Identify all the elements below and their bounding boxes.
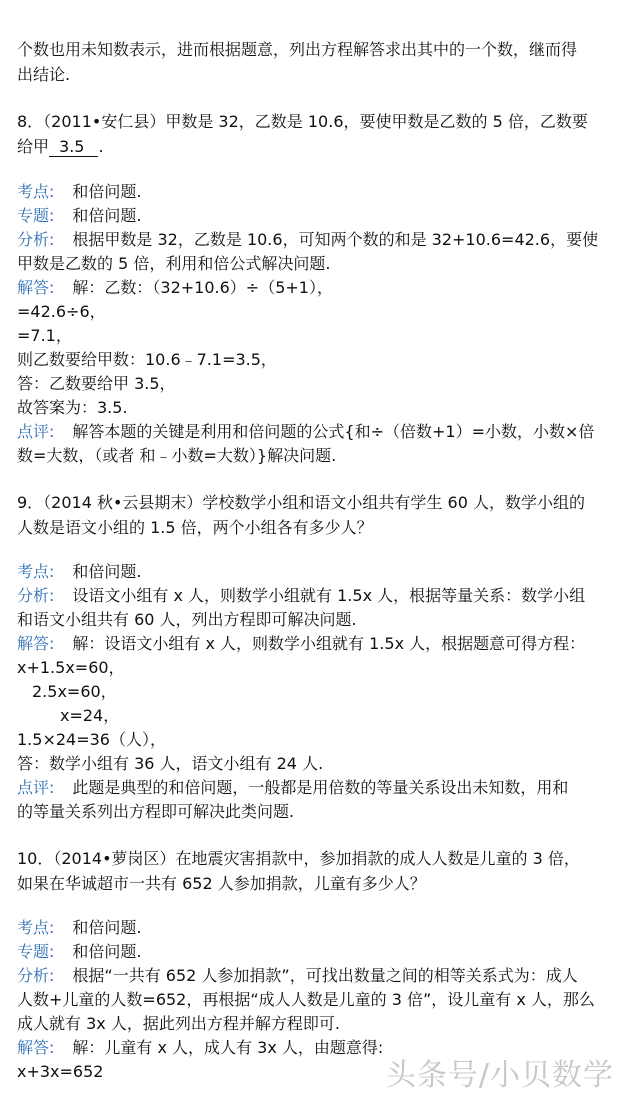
fenxi-tag: 分析: <box>17 230 55 249</box>
jieda-line: 解答: 解：儿童有 x 人，成人有 3x 人，由题意得: <box>17 1038 384 1057</box>
text-line: 甲数是乙数的 5 倍，利用和倍公式解决问题. <box>17 254 331 273</box>
question-8-line-2: 给甲 3.5 . <box>17 137 104 156</box>
zhuanti-tag: 专题: <box>17 206 55 225</box>
text-line: 数=大数，（或者 和﹣小数=大数）}解决问题. <box>17 446 337 465</box>
jieda-tag: 解答: <box>17 634 55 653</box>
text-line: 故答案为：3.5. <box>17 398 128 417</box>
text-line: x+1.5x=60， <box>17 658 125 677</box>
kaodian-tag: 考点: <box>17 182 55 201</box>
dianping-tag: 点评: <box>17 778 55 797</box>
fenxi-tag: 分析: <box>17 586 55 605</box>
zhuanti-line: 专题: 和倍问题. <box>17 942 142 961</box>
fenxi-line: 分析: 根据“一共有 652 人参加捐款”，可找出数量之间的相等关系式为：成人 <box>17 966 578 985</box>
jieda-line: 解答: 解：乙数：（32+10.6）÷（5+1）， <box>17 278 333 297</box>
text-line: =42.6÷6， <box>17 302 106 321</box>
fenxi-tag: 分析: <box>17 966 55 985</box>
kaodian-tag: 考点: <box>17 562 55 581</box>
question-10-line-2: 如果在华诚超市一共有 652 人参加捐款，儿童有多少人？ <box>17 874 426 893</box>
text-line: 人数+儿童的人数=652，再根据“成人人数是儿童的 3 倍”，设儿童有 x 人，那么 <box>17 990 595 1009</box>
question-9-line-2: 人数是语文小组的 1.5 倍，两个小组各有多少人？ <box>17 518 373 537</box>
text-line: 的等量关系列出方程即可解决此类问题. <box>17 802 295 821</box>
kaodian-tag: 考点: <box>17 918 55 937</box>
text-line: 答：乙数要给甲 3.5， <box>17 374 176 393</box>
text-line: x=24， <box>60 706 120 725</box>
kaodian-line: 考点: 和倍问题. <box>17 918 142 937</box>
jieda-tag: 解答: <box>17 1038 55 1057</box>
text-line: 2.5x=60， <box>32 682 117 701</box>
watermark: 头条号/小贝数学 <box>385 1058 614 1093</box>
text-line: 出结论. <box>17 65 71 84</box>
dianping-line: 点评: 解答本题的关键是利用和倍问题的公式{和÷（倍数+1）=小数，小数×倍 <box>17 422 595 441</box>
dianping-line: 点评: 此题是典型的和倍问题，一般都是用倍数的等量关系设出未知数，用和 <box>17 778 569 797</box>
text-line: 1.5×24=36（人）， <box>17 730 166 749</box>
text-line: 个数也用未知数表示，进而根据题意，列出方程解答求出其中的一个数，继而得 <box>17 40 578 59</box>
text-line: =7.1， <box>17 326 72 345</box>
question-8-line-1: 8．（2011•安仁县）甲数是 32，乙数是 10.6，要使甲数是乙数的 5 倍，乙数要 <box>17 112 588 131</box>
dianping-tag: 点评: <box>17 422 55 441</box>
text-line: 则乙数要给甲数：10.6﹣7.1=3.5， <box>17 350 277 369</box>
text-line: 答：数学小组有 36 人，语文小组有 24 人. <box>17 754 324 773</box>
jieda-tag: 解答: <box>17 278 55 297</box>
fenxi-line: 分析: 根据甲数是 32，乙数是 10.6，可知两个数的和是 32+10.6=42.6，要使 <box>17 230 599 249</box>
kaodian-line: 考点: 和倍问题. <box>17 182 142 201</box>
question-10-line-1: 10．（2014•萝岗区）在地震灾害捐款中，参加捐款的成人人数是儿童的 3 倍， <box>17 849 580 868</box>
jieda-line: 解答: 解：设语文小组有 x 人，则数学小组就有 1.5x 人，根据题意可得方程： <box>17 634 586 653</box>
zhuanti-tag: 专题: <box>17 942 55 961</box>
text-line: x+3x=652 <box>17 1062 104 1081</box>
fenxi-line: 分析: 设语文小组有 x 人，则数学小组就有 1.5x 人，根据等量关系：数学小组 <box>17 586 586 605</box>
text-line: 和语文小组共有 60 人，列出方程即可解决问题. <box>17 610 357 629</box>
text-line: 成人就有 3x 人，据此列出方程并解方程即可. <box>17 1014 340 1033</box>
question-9-line-1: 9．（2014 秋•云县期末）学校数学小组和语文小组共有学生 60 人，数学小组的 <box>17 493 585 512</box>
zhuanti-line: 专题: 和倍问题. <box>17 206 142 225</box>
answer-blank: 3.5 <box>49 138 98 157</box>
kaodian-line: 考点: 和倍问题. <box>17 562 142 581</box>
